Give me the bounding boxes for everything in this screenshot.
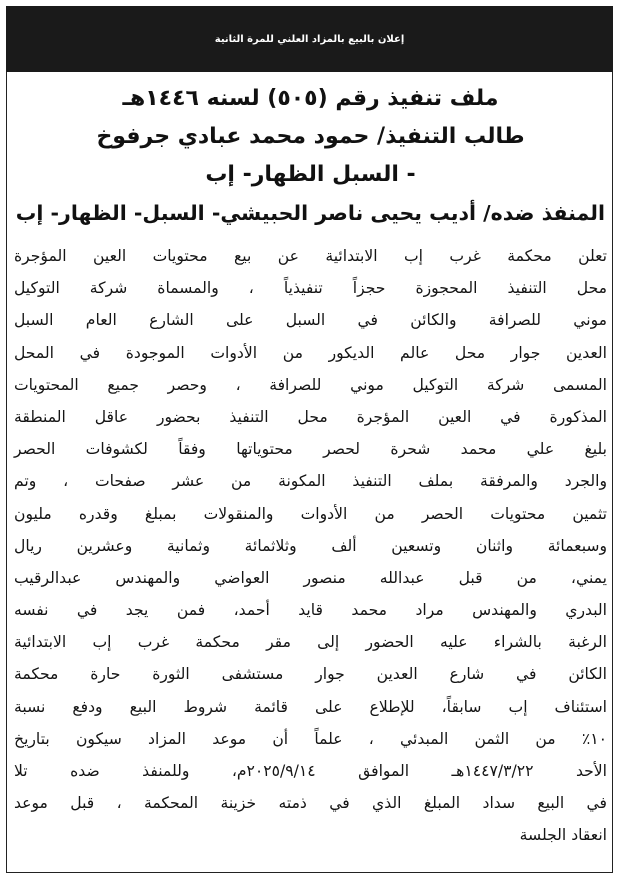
body-line: الرغبة بالشراء عليه الحضور إلى مقر محكمة غرب إب الابتدائية [14,633,607,652]
body-line: والجرد والمرفقة بملف التنفيذ المكونة من عشر صفحات ، وتم [14,472,607,491]
body-line: الكائن في شارع العدين جوار مستشفى الثورة حارة محكمة [14,665,607,684]
execution-requester: طالب التنفيذ/ حمود محمد عبادي جرفوخ [96,124,525,149]
body-line: محل التنفيذ المحجوزة حجزاً تنفيذياً ، والمسماة شركة التوكيل [14,279,607,298]
body-line: ١٠٪ من الثمن المبدئي ، علماً أن موعد المزاد سيكون بتاريخ [14,729,607,748]
body-line: تثمين محتويات الحصر من الأدوات والمنقولات بمبلغ وقدره مليون [14,504,607,523]
case-file-number: ملف تنفيذ رقم (٥٠٥) لسنه ١٤٤٦هـ [122,86,499,111]
body-line: يمني، من قبل عبدالله منصور العواضي والمهندس عبدالرقيب [14,568,607,587]
body-line: تعلن محكمة غرب إب الابتدائية عن بيع محتويات العين المؤجرة [14,247,607,265]
body-line: وسبعمائة واثنان وتسعين ألف وثلاثمائة وثمانية وعشرين ريال [14,536,607,555]
announcement-title: إعلان بالبيع بالمزاد العلني للمرة الثانية [6,6,613,72]
announcement-body [14,240,607,852]
execution-respondent: المنفذ ضده/ أديب يحيى ناصر الحبيشي- السبل- الظهار- إب [15,201,605,225]
body-line: العدين جوار محل عالم الديكور من الأدوات الموجودة في المحل [14,343,607,362]
body-line: الأحد ١٤٤٧/٣/٢٢هـ الموافق ٢٠٢٥/٩/١٤م، وللمنفذ ضده تلا [14,762,607,780]
body-line: استئناف إب سابقاً، للإطلاع على قائمة شروط البيع ودفع نسبة [14,697,607,716]
body-line: في البيع سداد المبلغ الذي في ذمته خزينة المحكمة ، قبل موعد [14,794,607,813]
body-line-final: انعقاد الجلسة [519,826,607,845]
body-line: المسمى شركة التوكيل موني للصرافة ، وحصر جميع المحتويات [14,375,607,394]
body-line: المذكورة في العين المؤجرة محل التنفيذ بحضور عاقل المنطقة [14,407,607,426]
body-line: بليغ علي محمد شحرة لحصر محتوياتها وفقاً لكشوفات الحصر [14,440,607,459]
case-header [14,80,607,232]
requester-location: - السبل الظهار- إب [205,162,416,187]
body-line: البدري والمهندس مراد محمد قايد أحمد، فمن يجد في نفسه [14,601,607,620]
body-line: موني للصرافة والكائن في السبل على الشارع العام السبل [14,311,607,330]
